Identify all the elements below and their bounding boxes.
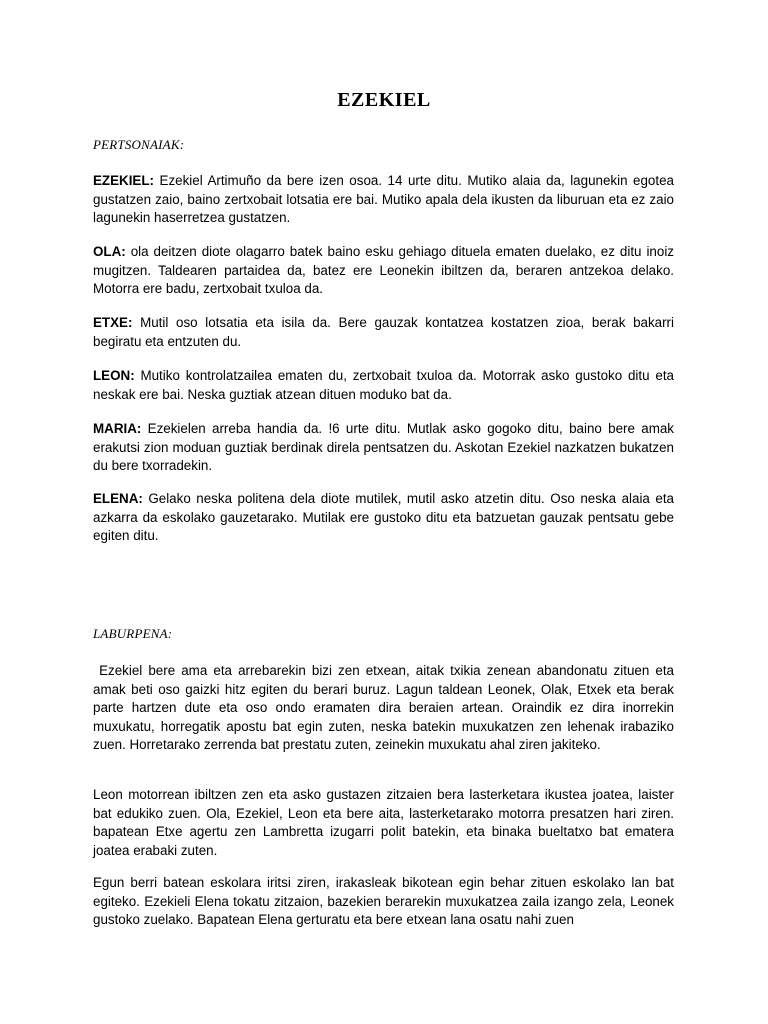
character-name: MARIA: [93,421,142,436]
character-description: Mutil oso lotsatia eta isila da. Bere gauzak kontatzea kostatzen zioa, berak bakarri begiratu eta entzuten du. [93,315,674,349]
summary-paragraph-1: Ezekiel bere ama eta arrebarekin bizi zen etxean, aitak txikia zenean abandonatu zituen eta amak beti oso gaizki hitz egiten du berari buruz. Lagun taldean Leonek, Olak, Etxek eta berak parte hartzen dute eta oso ondo eramaten dira beraien artean. Oraindik ez dira inorrekin muxukatu, horregatik apostu bat egin zuten, neska batekin muxukatzen zen lehenak irabaziko zuen. Horretarako zerrenda bat prestatu zuten, zeinekin muxukatu ahal ziren jakiteko. [93,663,678,753]
character-name: EZEKIEL: [93,173,155,188]
character-maria [93,420,674,476]
character-elena [93,490,674,546]
character-description: ola deitzen diote olagarro batek baino esku gehiago dituela ematen duelako, ez ditu inoiz mugitzen. Taldearen partaidea da, batez ere Leonekin ibiltzen da, beraren antzekoa delako. Motorra ere badu, zertxobait txuloa da. [93,244,674,297]
character-etxe [93,314,674,351]
document-title: EZEKIEL [337,89,431,111]
character-description: Mutiko kontrolatzailea ematen du, zertxobait txuloa da. Motorrak asko gustoko ditu eta neskak ere bai. Neska guztiak atzean dituen moduko bat da. [93,368,674,402]
character-leon [93,367,674,404]
character-name: OLA: [93,244,126,259]
character-description: Ezekielen arreba handia da. !6 urte ditu. Mutlak asko gogoko ditu, baino bere amak erakutsi zion moduan guztiak berdinak direla pentsatzen du. Askotan Ezekiel nazkatzen bukatzen du bere txorradekin. [93,421,674,474]
character-ezekiel [93,172,674,228]
character-name: ELENA: [93,491,143,506]
character-name: ETXE: [93,315,133,330]
summary-heading: LABURPENA: [93,626,173,641]
character-ola [93,243,674,299]
character-name: LEON: [93,368,135,383]
character-description: Ezekiel Artimuño da bere izen osoa. 14 urte ditu. Mutiko alaia da, lagunekin egotea gustatzen zaio, baino zertxobait lotsatia ere bai. Mutiko apala dela ikusten da liburuan eta ez zaio lagunekin haserretzea gustatzen. [93,173,674,226]
character-description: Gelako neska politena dela diote mutilek, mutil asko atzetin ditu. Oso neska alaia eta azkarra da eskolako gauzetarako. Mutilak ere gustoko ditu eta batzuetan gauzak pentsatu gebe egiten ditu. [93,491,674,544]
summary-paragraph-2: Leon motorrean ibiltzen zen eta asko gustazen zitzaien bera lasterketara ikustea joatea, laister bat edukiko zuen. Ola, Ezekiel, Leon eta bere aita, lasterketarako motorra presatzen hari ziren. bapatean Etxe agertu zen Lambretta izugarri polit batekin, eta binaka bueltatxo bat ematera joatea erabaki zuten. [93,787,674,858]
summary-paragraph-3: Egun berri batean eskolara iritsi ziren, irakasleak bikotean egin behar zituen eskolako lan bat egiteko. Ezekieli Elena tokatu zitzaion, bazekien berarekin muxukatzea zaila izango zela, Leonek gustoko zuelako. Bapatean Elena gerturatu eta bere etxean lana osatu nahi zuen [93,875,674,928]
characters-heading: PERTSONAIAK: [93,137,185,152]
